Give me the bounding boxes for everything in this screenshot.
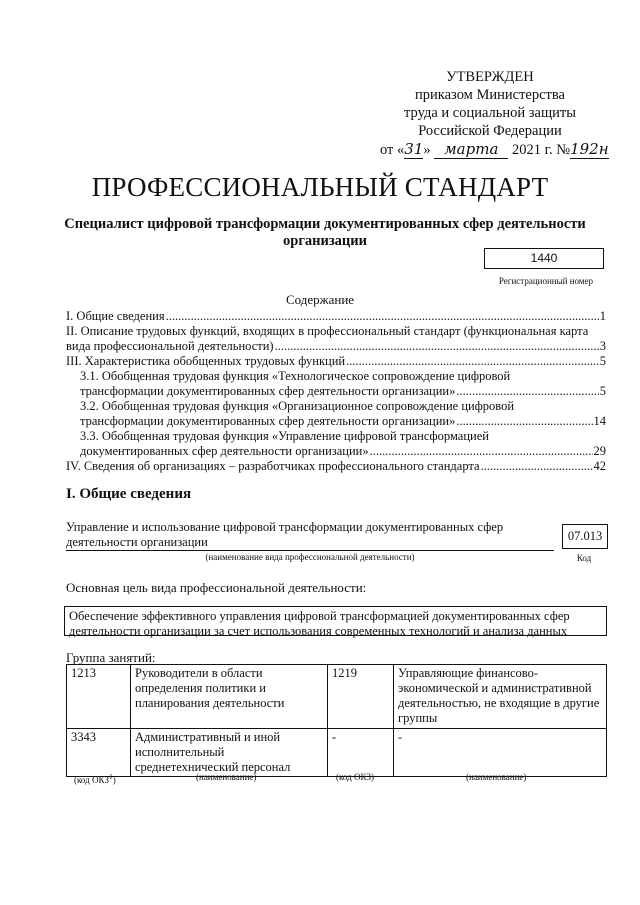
group-label: Группа занятий:: [66, 650, 156, 665]
approval-line: приказом Министерства: [415, 87, 565, 103]
toc-item[interactable]: [66, 354, 606, 369]
toc-item[interactable]: [66, 459, 606, 474]
approval-heading: УТВЕРЖДЕН: [446, 69, 534, 85]
goal-box: [64, 606, 607, 636]
toc-page-number: 5: [599, 354, 606, 368]
toc-page-number: 1: [599, 309, 606, 323]
toc-page-number: 5: [599, 384, 606, 398]
goal-text-line: деятельности организации за счет использования современных технологий и анализа данных: [69, 624, 568, 638]
toc-item-text: 3.2. Обобщенная трудовая функция «Организационное сопровождение цифровой: [80, 399, 515, 413]
table-of-contents: [66, 309, 606, 474]
okz-code-cell: -: [328, 729, 394, 777]
occupation-name-cell: -: [394, 729, 607, 777]
toc-item-text: I. Общие сведения: [66, 309, 165, 323]
toc-item-text: трансформации документированных сфер деятельности организации»: [80, 384, 456, 398]
activity-name-line1: Управление и использование цифровой трансформации документированных сфер: [66, 520, 504, 534]
approval-line: труда и социальной защиты: [404, 105, 576, 121]
toc-item-text: II. Описание трудовых функций, входящих в профессиональный стандарт (функциональная карта: [66, 324, 589, 338]
toc-item-text: III. Характеристика обобщенных трудовых функций: [66, 354, 346, 368]
toc-item[interactable]: [66, 309, 606, 324]
approval-block: [380, 68, 609, 159]
name-caption: (наименование): [466, 772, 527, 782]
footnote-marker[interactable]: 1: [109, 772, 113, 781]
activity-name-caption: (наименование вида профессиональной деятельности): [205, 552, 415, 562]
okz-code-caption: [74, 772, 116, 785]
activity-name-line2: деятельности организации: [66, 535, 554, 551]
table-row: [67, 729, 607, 777]
toc-item[interactable]: [66, 399, 606, 429]
activity-code: 07.013: [562, 524, 608, 549]
toc-page-number: 42: [593, 459, 606, 473]
toc-item[interactable]: [66, 429, 606, 459]
document-title: ПРОФЕССИОНАЛЬНЫЙ СТАНДАРТ: [91, 172, 549, 202]
registration-caption: Регистрационный номер: [498, 276, 594, 286]
date-prefix: от «: [380, 142, 405, 158]
goal-text-line: Обеспечение эффективного управления цифровой трансформацией документированных сфер: [69, 609, 570, 623]
toc-item[interactable]: [66, 324, 606, 354]
occupation-group-table: [66, 664, 607, 777]
toc-page-number: 14: [593, 414, 606, 428]
toc-item-text: вида профессиональной деятельности): [66, 339, 274, 353]
toc-item-text: трансформации документированных сфер деятельности организации»: [80, 414, 456, 428]
toc-item-text: 3.1. Обобщенная трудовая функция «Технологическое сопровождение цифровой: [80, 369, 511, 383]
occupation-name-cell: Управляющие финансово-экономической и административной деятельностью, не входящие в другие группы: [394, 665, 607, 729]
handwritten-day: 31: [404, 140, 424, 158]
toc-item[interactable]: [66, 369, 606, 399]
okz-code-caption: (код ОКЗ): [336, 772, 374, 782]
table-row: [67, 665, 607, 729]
caption-text: ): [112, 775, 116, 785]
goal-label: Основная цель вида профессиональной деятельности:: [66, 580, 367, 595]
name-caption: (наименование): [196, 772, 257, 782]
approval-date-line: [380, 140, 609, 159]
handwritten-month: марта: [434, 140, 508, 159]
toc-heading: Содержание: [285, 292, 355, 307]
code-caption: Код: [576, 553, 592, 563]
registration-number: 1440: [484, 248, 604, 269]
toc-page-number: 29: [593, 444, 606, 458]
date-mid: »: [423, 142, 431, 158]
toc-item-text: IV. Сведения об организациях – разработчиках профессионального стандарта: [66, 459, 480, 473]
toc-page-number: 3: [599, 339, 606, 353]
caption-text: (код ОКЗ: [74, 775, 109, 785]
date-year: 2021 г. №: [512, 142, 571, 158]
section-heading: I. Общие сведения: [66, 486, 192, 502]
toc-item-text: документированных сфер деятельности организации»: [80, 444, 369, 458]
toc-item-text: 3.3. Обобщенная трудовая функция «Управление цифровой трансформацией: [80, 429, 489, 443]
handwritten-number: 192н: [570, 140, 609, 158]
approval-line: Российской Федерации: [418, 123, 562, 139]
occupation-name-cell: Руководители в области определения политики и планирования деятельности: [131, 665, 328, 729]
occupation-name-cell: Административный и иной исполнительный среднетехнический персонал: [131, 729, 328, 777]
okz-code-cell: 1213: [67, 665, 131, 729]
document-subtitle: Специалист цифровой трансформации документированных сфер деятельности организации: [64, 216, 586, 249]
okz-code-cell: 1219: [328, 665, 394, 729]
okz-code-cell: 3343: [67, 729, 131, 777]
